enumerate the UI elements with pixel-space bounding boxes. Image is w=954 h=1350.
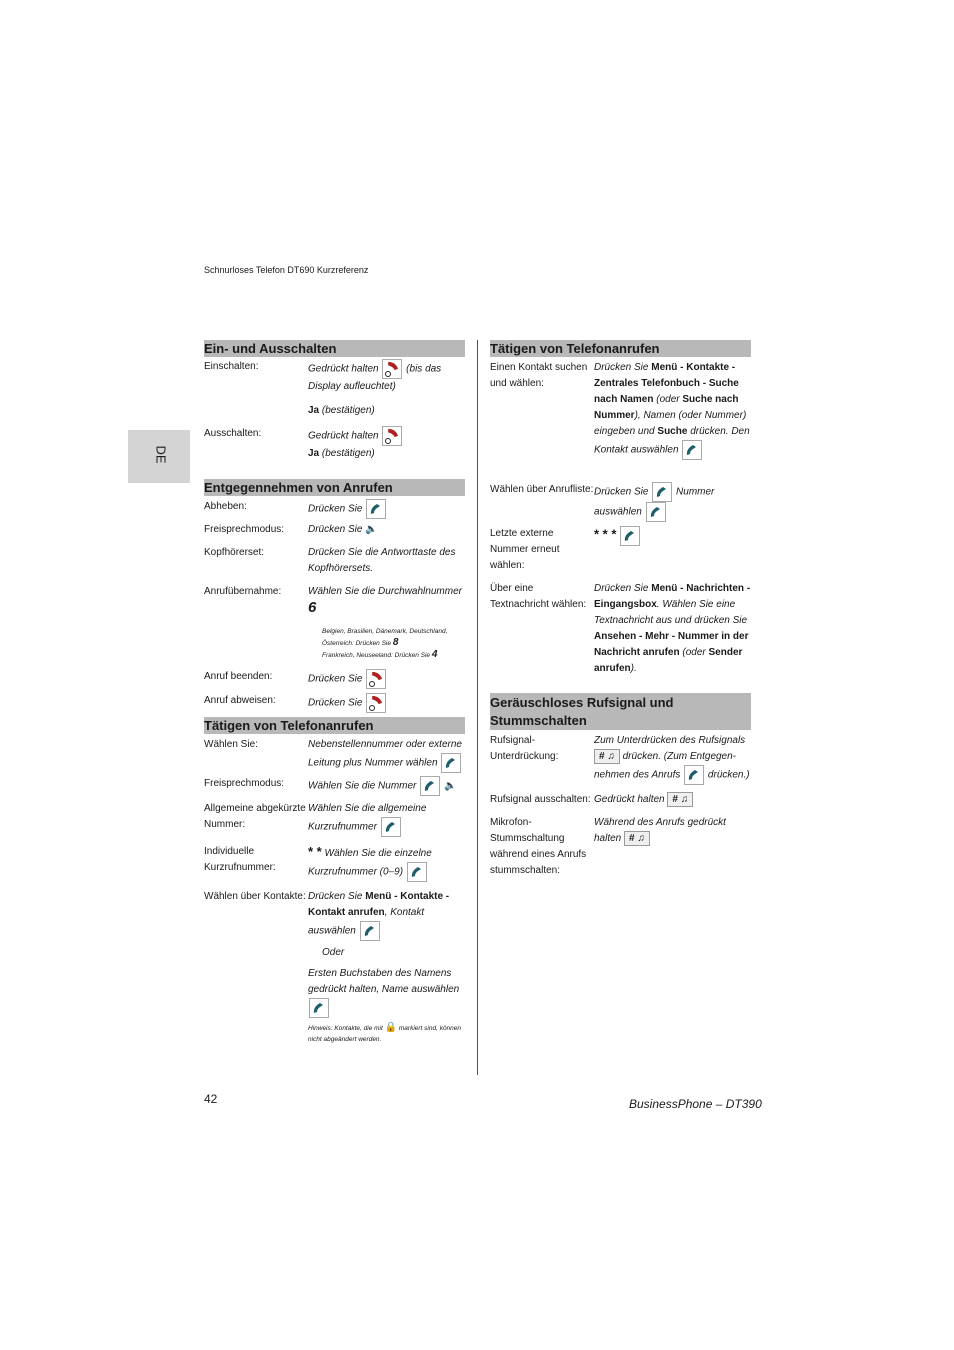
running-header: Schnurloses Telefon DT690 Kurzreferenz bbox=[204, 265, 369, 275]
desc-contacts-alt: Ersten Buchstaben des Namens gedrückt halten, Name auswählen bbox=[308, 968, 460, 995]
call-icon bbox=[441, 753, 461, 773]
row-dial-speaker bbox=[204, 776, 465, 796]
label-redial: Letzte externe Nummer erneut wählen: bbox=[490, 528, 560, 571]
row-headset bbox=[204, 545, 465, 577]
ring-sup-p3: drücken.) bbox=[707, 769, 750, 781]
row-power-off bbox=[204, 426, 465, 446]
end-call-icon bbox=[366, 693, 386, 713]
calllist-desc-a: Drücken Sie bbox=[594, 486, 649, 498]
row-pickup bbox=[204, 584, 465, 618]
label-headset: Kopfhörerset: bbox=[204, 547, 265, 558]
msg-p3: (oder bbox=[682, 647, 706, 658]
msg-p1: Drücken Sie bbox=[594, 583, 649, 594]
row-indiv-speed bbox=[204, 844, 465, 882]
desc-power-on-a: Gedrückt halten bbox=[308, 363, 379, 375]
label-power-on: Einschalten: bbox=[204, 361, 259, 372]
call-icon bbox=[684, 765, 704, 785]
row-answer bbox=[204, 499, 465, 519]
row-mute bbox=[490, 815, 751, 879]
hash-silent-key-icon: # ♫ bbox=[624, 831, 650, 846]
end-call-icon bbox=[382, 426, 402, 446]
msg-b2: Ansehen - Mehr - Nummer in der Nachricht anrufen bbox=[594, 631, 749, 658]
page-number: 42 bbox=[204, 1092, 218, 1106]
lock-icon: 🔒 bbox=[384, 1022, 398, 1033]
row-end bbox=[204, 669, 465, 689]
msg-p2: . Wählen Sie eine Textnachricht aus und drücken Sie bbox=[594, 599, 748, 626]
section-title-silent: Geräuschloses Rufsignal und Stummschalten bbox=[490, 693, 751, 730]
search-p3: ), Namen (oder Nummer) eingeben und bbox=[594, 410, 747, 437]
call-icon bbox=[646, 502, 666, 522]
search-b2: Suche nach Nummer bbox=[594, 394, 739, 421]
label-contacts: Wählen über Kontakte: bbox=[204, 891, 306, 902]
desc-reject: Drücken Sie bbox=[308, 697, 363, 709]
hash-silent-key-icon: # ♫ bbox=[594, 749, 620, 764]
call-icon bbox=[407, 862, 427, 882]
contacts-menu-path: Menü - Kontakte - Kontakt anrufen bbox=[308, 891, 450, 918]
contacts-note-a: Hinweis: Kontakte, die mit bbox=[308, 1025, 383, 1032]
desc-pickup: Wählen Sie die Durchwahlnummer bbox=[308, 586, 462, 597]
language-tab bbox=[128, 430, 190, 483]
call-icon bbox=[682, 440, 702, 460]
contacts-or: Oder bbox=[322, 947, 345, 958]
desc-power-on-b: (bis das Display aufleuchtet) bbox=[308, 363, 442, 392]
key-8: 8 bbox=[392, 637, 399, 648]
row-speaker bbox=[204, 522, 465, 538]
msg-b1: Menü - Nachrichten - Eingangsbox bbox=[594, 583, 751, 610]
row-redial bbox=[490, 526, 751, 574]
left-column bbox=[204, 340, 465, 1045]
label-ring-off: Rufsignal ausschalten: bbox=[490, 794, 591, 806]
ring-sup-p1: Zum Unterdrücken des Rufsignals bbox=[594, 735, 746, 746]
end-call-icon bbox=[382, 359, 402, 379]
desc-indiv-speed: Wählen Sie die einzelne Kurzrufnummer (0–9) bbox=[308, 848, 432, 878]
desc-dial-speaker: Wählen Sie die Nummer bbox=[308, 780, 417, 792]
section-title-power: Ein- und Ausschalten bbox=[204, 340, 465, 357]
label-dial: Wählen Sie: bbox=[204, 739, 258, 750]
column-divider bbox=[477, 340, 478, 1075]
label-speaker: Freisprechmodus: bbox=[204, 524, 285, 535]
search-p4: drücken. Den Kontakt auswählen bbox=[594, 426, 750, 456]
search-p1: Drücken Sie bbox=[594, 362, 649, 373]
search-p2: (oder bbox=[656, 394, 680, 405]
label-end: Anruf beenden: bbox=[204, 671, 273, 682]
contacts-note-b: markiert sind, können nicht abgeändert werden. bbox=[308, 1025, 462, 1043]
confirm-on-text: (bestätigen) bbox=[321, 405, 375, 416]
row-contacts-note bbox=[204, 1022, 465, 1045]
label-mute: Mikrofon-Stummschaltung während eines Anrufs stummschalten: bbox=[490, 817, 587, 877]
msg-p4: ). bbox=[630, 663, 637, 674]
desc-power-off: Gedrückt halten bbox=[308, 430, 379, 442]
label-dial-speaker: Freisprechmodus: bbox=[204, 778, 285, 789]
row-common-speed bbox=[204, 801, 465, 837]
desc-power-on bbox=[308, 359, 465, 395]
speaker-icon: 🔈 bbox=[443, 780, 457, 792]
call-icon bbox=[420, 776, 440, 796]
star-keys-redial: * * * bbox=[594, 526, 617, 542]
search-b1: Menü - Kontakte - Zentrales Telefonbuch - Suche nach Namen bbox=[594, 362, 739, 405]
key-6: 6 bbox=[308, 599, 317, 616]
right-column bbox=[490, 340, 751, 879]
ring-sup-p2: drücken. (Zum Entgegen-nehmen des Anrufs bbox=[594, 751, 737, 781]
label-pickup: Anrufübernahme: bbox=[204, 586, 282, 597]
section-title-calls: Tätigen von Telefonanrufen bbox=[204, 717, 465, 734]
label-common-speed: Allgemeine abgekürzte Nummer: bbox=[204, 803, 306, 830]
desc-contacts-pre: Drücken Sie bbox=[308, 891, 363, 902]
language-tab-label: DE bbox=[153, 445, 169, 464]
label-message-dial: Über eine Textnachricht wählen: bbox=[490, 583, 587, 610]
key-4: 4 bbox=[431, 649, 438, 660]
desc-dial: Nebenstellennummer oder externe Leitung plus Nummer wählen bbox=[308, 739, 462, 769]
label-answer: Abheben: bbox=[204, 501, 247, 512]
row-power-on-confirm bbox=[204, 403, 465, 419]
row-pickup-note bbox=[204, 626, 465, 661]
call-icon bbox=[381, 817, 401, 837]
desc-speaker: Drücken Sie bbox=[308, 524, 363, 535]
call-icon bbox=[620, 526, 640, 546]
call-icon bbox=[366, 499, 386, 519]
key-ja-off: Ja bbox=[308, 448, 320, 459]
call-icon bbox=[309, 998, 329, 1018]
row-dial bbox=[204, 737, 465, 773]
pickup-note-2: Frankreich, Neuseeland: Drücken Sie bbox=[322, 652, 431, 659]
row-search-contact bbox=[490, 360, 751, 460]
star-keys: * * bbox=[308, 844, 322, 859]
row-contacts-alt bbox=[204, 966, 465, 1018]
row-ring-suppress bbox=[490, 733, 751, 785]
desc-contacts-post: , Kontakt auswählen bbox=[308, 907, 425, 937]
row-ring-off bbox=[490, 792, 751, 808]
row-power-off-confirm bbox=[204, 446, 465, 462]
label-calllist: Wählen über Anrufliste: bbox=[490, 484, 594, 495]
msg-b3: Sender anrufen bbox=[594, 647, 743, 674]
label-reject: Anruf abweisen: bbox=[204, 695, 276, 706]
section-title-calls-right: Tätigen von Telefonanrufen bbox=[490, 340, 751, 357]
speaker-icon: 🔈 bbox=[365, 524, 378, 535]
desc-end: Drücken Sie bbox=[308, 673, 363, 685]
product-name: BusinessPhone – DT390 bbox=[629, 1097, 762, 1111]
label-ring-suppress: Rufsignal-Unterdrückung: bbox=[490, 735, 559, 762]
pickup-note-1: Belgien, Brasilien, Dänemark, Deutschland, Österreich: Drücken Sie bbox=[322, 628, 448, 647]
desc-answer: Drücken Sie bbox=[308, 503, 363, 515]
row-reject bbox=[204, 693, 465, 713]
confirm-off-text: (bestätigen) bbox=[321, 448, 375, 459]
hash-silent-key-icon: # ♫ bbox=[667, 792, 693, 807]
mute-desc: Während des Anrufs gedrückt halten bbox=[594, 817, 726, 845]
desc-common-speed: Wählen Sie die allgemeine Kurzrufnummer bbox=[308, 803, 427, 833]
label-search-contact: Einen Kontakt suchen und wählen: bbox=[490, 362, 588, 389]
end-call-icon bbox=[366, 669, 386, 689]
call-icon bbox=[360, 921, 380, 941]
desc-headset: Drücken Sie die Antworttaste des Kopfhörersets. bbox=[308, 547, 456, 574]
section-title-answer: Entgegennehmen von Anrufen bbox=[204, 479, 465, 496]
key-ja-on: Ja bbox=[308, 405, 320, 416]
row-calllist bbox=[490, 482, 751, 522]
search-b3: Suche bbox=[657, 426, 688, 437]
calllist-desc-b: Nummer auswählen bbox=[594, 486, 715, 518]
ring-off-desc: Gedrückt halten bbox=[594, 794, 665, 806]
label-indiv-speed: Individuelle Kurzrufnummer: bbox=[204, 846, 276, 873]
label-power-off: Ausschalten: bbox=[204, 428, 262, 439]
row-power-on bbox=[204, 359, 465, 395]
call-icon bbox=[652, 482, 672, 502]
row-message-dial bbox=[490, 581, 751, 677]
row-contacts bbox=[204, 889, 465, 941]
row-contacts-or bbox=[204, 945, 465, 961]
